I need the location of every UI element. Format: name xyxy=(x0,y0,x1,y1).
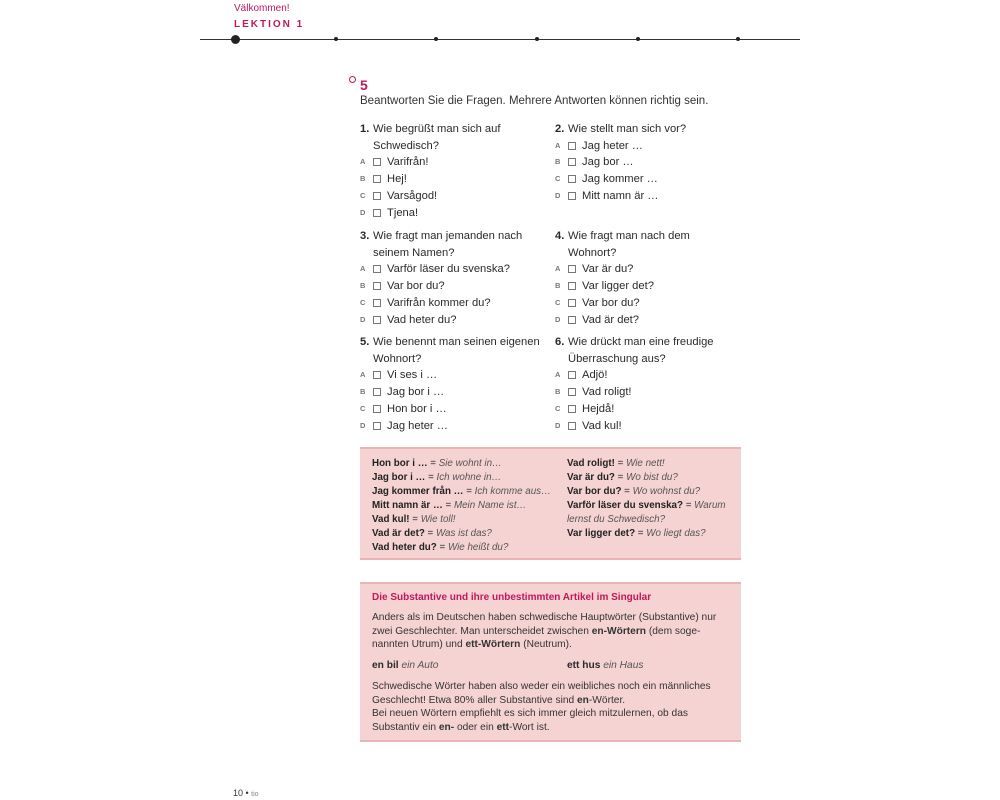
phrase-swedish: Var är du? xyxy=(567,472,615,483)
answer-option[interactable] xyxy=(555,312,740,329)
grammar-example-en: en bil ein Auto xyxy=(372,660,439,671)
option-text: Vad roligt! xyxy=(582,386,632,399)
checkbox-icon[interactable] xyxy=(373,299,381,307)
question-1 xyxy=(360,121,545,221)
phrase-item: Jag bor i … = Ich wohne in… xyxy=(372,472,502,483)
phrase-item: Var är du? = Wo bist du? xyxy=(567,472,678,483)
grammar-paragraph-1: Anders als im Deutschen haben schwedische Hauptwörter (Substantive) nur zwei Geschlechter. Man unterscheidet zwischen en-Wörtern (dem soge-nannten Utrum) und ett-Wörtern (Neutrum). xyxy=(372,612,717,650)
phrase-swedish: Var bor du? xyxy=(567,486,622,497)
phrase-swedish: Vad kul! xyxy=(372,514,410,525)
option-text: Vad kul! xyxy=(582,419,622,432)
answer-option[interactable] xyxy=(360,367,545,384)
option-letter: C xyxy=(360,403,366,413)
question-number: 2. xyxy=(555,123,565,135)
footer-brand: tio xyxy=(251,791,259,798)
option-text: Varför läser du svenska? xyxy=(387,263,510,276)
exercise-number: 5 xyxy=(360,77,368,93)
answer-option[interactable] xyxy=(555,367,740,384)
checkbox-icon[interactable] xyxy=(373,371,381,379)
phrase-swedish: Hon bor i … xyxy=(372,458,428,469)
option-text: Vi ses i … xyxy=(387,369,438,382)
option-letter: C xyxy=(555,297,561,307)
phrase-item: Varför läser du svenska? = Warum lernst du Schwedisch? xyxy=(567,500,726,525)
phrase-item: Vad är det? = Was ist das? xyxy=(372,528,492,539)
answer-option[interactable] xyxy=(360,295,545,312)
question-number: 5. xyxy=(360,336,370,348)
option-text: Varifrån kommer du? xyxy=(387,296,491,309)
answer-option[interactable] xyxy=(360,188,545,205)
option-letter: A xyxy=(360,264,366,274)
checkbox-icon[interactable] xyxy=(568,282,576,290)
phrase-swedish: Jag kommer från … xyxy=(372,486,464,497)
phrase-swedish: Jag bor i … xyxy=(372,472,426,483)
answer-option[interactable] xyxy=(360,312,545,329)
question-header xyxy=(360,121,545,154)
answer-option[interactable] xyxy=(360,384,545,401)
answer-option[interactable] xyxy=(360,418,545,435)
option-letter: A xyxy=(555,140,561,150)
answer-option[interactable] xyxy=(360,401,545,418)
question-number: 1. xyxy=(360,123,370,135)
grammar-title: Die Substantive und ihre unbestimmten Artikel im Singular xyxy=(372,592,652,603)
checkbox-icon[interactable] xyxy=(568,192,576,200)
phrase-german: Mein Name ist… xyxy=(453,500,527,511)
option-letter: C xyxy=(360,297,366,307)
option-letter: D xyxy=(555,420,561,430)
option-text: Vad är det? xyxy=(582,313,640,326)
checkbox-icon[interactable] xyxy=(373,405,381,413)
checkbox-icon[interactable] xyxy=(373,316,381,324)
progress-dot-current xyxy=(231,35,240,44)
progress-dot xyxy=(736,37,740,41)
progress-dot xyxy=(334,37,338,41)
option-text: Jag kommer … xyxy=(582,173,658,186)
option-letter: C xyxy=(555,174,561,184)
option-letter: B xyxy=(360,281,366,291)
exercise-instruction: Beantworten Sie die Fragen. Mehrere Antworten können richtig sein. xyxy=(360,95,709,107)
phrase-column-right xyxy=(567,457,737,541)
question-5 xyxy=(360,334,545,434)
grammar-box xyxy=(360,582,741,742)
phrase-german: Ich komme aus… xyxy=(474,486,551,497)
option-text: Jag bor i … xyxy=(387,386,445,399)
grammar-paragraph-3: Bei neuen Wörtern empfiehlt es sich immer gleich mitzulernen, ob das Substantiv ein en- oder ein ett-Wort ist. xyxy=(372,708,688,733)
checkbox-icon[interactable] xyxy=(373,265,381,273)
checkbox-icon[interactable] xyxy=(568,371,576,379)
header-chapter: Välkommen! xyxy=(234,3,290,14)
phrase-german: Was ist das? xyxy=(435,528,492,539)
question-text: Wie drückt man eine freudige Überraschung aus? xyxy=(568,336,714,365)
question-6 xyxy=(555,334,740,434)
answer-option[interactable] xyxy=(555,418,740,435)
question-header xyxy=(555,334,740,367)
phrase-item: Mitt namn är … = Mein Name ist… xyxy=(372,500,527,511)
progress-dot xyxy=(636,37,640,41)
phrase-swedish: Vad är det? xyxy=(372,528,425,539)
phrase-item: Vad kul! = Wie toll! xyxy=(372,514,456,525)
option-text: Mitt namn är … xyxy=(582,189,659,202)
answer-option[interactable] xyxy=(555,138,740,155)
phrase-swedish: Varför läser du svenska? xyxy=(567,500,683,511)
answer-option[interactable] xyxy=(360,171,545,188)
progress-line xyxy=(200,39,800,40)
question-text: Wie begrüßt man sich auf Schwedisch? xyxy=(373,123,501,152)
checkbox-icon[interactable] xyxy=(568,388,576,396)
option-text: Var ligger det? xyxy=(582,280,654,293)
option-letter: B xyxy=(360,174,366,184)
question-header xyxy=(360,334,545,367)
question-number: 6. xyxy=(555,336,565,348)
option-letter: A xyxy=(360,157,366,167)
question-number: 4. xyxy=(555,230,565,242)
phrase-swedish: Vad heter du? xyxy=(372,542,437,553)
phrase-swedish: Var ligger det? xyxy=(567,528,636,539)
option-text: Varifrån! xyxy=(387,156,429,169)
option-letter: A xyxy=(555,370,561,380)
phrase-swedish: Mitt namn är … xyxy=(372,500,443,511)
answer-option[interactable] xyxy=(555,401,740,418)
phrase-item: Vad heter du? = Wie heißt du? xyxy=(372,542,509,553)
phrase-german: Warum lernst du Schwedisch? xyxy=(567,500,726,525)
phrase-german: Wie nett! xyxy=(626,458,665,469)
question-text: Wie stellt man sich vor? xyxy=(568,123,687,135)
phrase-german: Ich wohne in… xyxy=(436,472,502,483)
checkbox-icon[interactable] xyxy=(568,142,576,150)
checkbox-icon[interactable] xyxy=(568,299,576,307)
checkbox-icon[interactable] xyxy=(568,405,576,413)
option-text: Jag bor … xyxy=(582,156,634,169)
question-3 xyxy=(360,228,545,328)
grammar-example-ett: ett hus ein Haus xyxy=(567,660,644,671)
question-number: 3. xyxy=(360,230,370,242)
checkbox-icon[interactable] xyxy=(568,265,576,273)
phrase-german: Wo wohnst du? xyxy=(632,486,701,497)
page-number: 10 xyxy=(233,788,244,798)
question-header xyxy=(555,228,740,261)
grammar-paragraph-2: Schwedische Wörter haben also weder ein weibliches noch ein männliches Geschlecht! Etwa 80% aller Substantive sind en-Wörter. xyxy=(372,681,711,706)
phrase-german: Wie heißt du? xyxy=(447,542,509,553)
answer-option[interactable] xyxy=(555,295,740,312)
phrase-german: Wo liegt das? xyxy=(646,528,706,539)
checkbox-icon[interactable] xyxy=(373,422,381,430)
option-text: Var bor du? xyxy=(582,296,640,309)
answer-option[interactable] xyxy=(360,205,545,222)
answer-option[interactable] xyxy=(555,384,740,401)
answer-option[interactable] xyxy=(360,154,545,171)
checkbox-icon[interactable] xyxy=(568,422,576,430)
answer-option[interactable] xyxy=(555,154,740,171)
question-header xyxy=(555,121,740,138)
checkbox-icon[interactable] xyxy=(373,175,381,183)
checkbox-icon[interactable] xyxy=(373,388,381,396)
phrase-german: Sie wohnt in… xyxy=(438,458,502,469)
option-text: Adjö! xyxy=(582,369,608,382)
question-text: Wie fragt man jemanden nach seinem Namen? xyxy=(373,230,523,259)
answer-option[interactable] xyxy=(555,278,740,295)
phrase-item: Jag kommer från … = Ich komme aus… xyxy=(372,486,551,497)
option-text: Hej! xyxy=(387,173,407,186)
option-letter: B xyxy=(555,281,561,291)
option-letter: C xyxy=(360,190,366,200)
phrase-box xyxy=(360,447,741,560)
answer-option[interactable] xyxy=(555,188,740,205)
option-letter: B xyxy=(555,157,561,167)
progress-dot xyxy=(434,37,438,41)
question-text: Wie fragt man nach dem Wohnort? xyxy=(568,230,690,259)
checkbox-icon[interactable] xyxy=(568,175,576,183)
checkbox-icon[interactable] xyxy=(568,158,576,166)
option-text: Jag heter … xyxy=(582,139,643,152)
option-text: Var bor du? xyxy=(387,280,445,293)
page-footer: 10 • tio xyxy=(233,788,259,798)
option-letter: D xyxy=(360,314,366,324)
option-text: Hejdå! xyxy=(582,402,615,415)
checkbox-icon[interactable] xyxy=(568,316,576,324)
option-letter: A xyxy=(360,370,366,380)
option-letter: B xyxy=(555,387,561,397)
phrase-column-left xyxy=(372,457,551,555)
option-letter: D xyxy=(555,190,561,200)
answer-option[interactable] xyxy=(360,278,545,295)
option-text: Vad heter du? xyxy=(387,313,457,326)
option-letter: D xyxy=(555,314,561,324)
phrase-german: Wo bist du? xyxy=(626,472,678,483)
progress-dot xyxy=(535,37,539,41)
phrase-swedish: Vad roligt! xyxy=(567,458,615,469)
checkbox-icon[interactable] xyxy=(373,192,381,200)
option-letter: D xyxy=(360,207,366,217)
question-4 xyxy=(555,228,740,328)
header-lesson: LEKTION 1 xyxy=(234,19,305,30)
phrase-item: Var ligger det? = Wo liegt das? xyxy=(567,528,706,539)
checkbox-icon[interactable] xyxy=(373,282,381,290)
option-text: Tjena! xyxy=(387,206,419,219)
answer-option[interactable] xyxy=(360,261,545,278)
option-letter: D xyxy=(360,420,366,430)
option-text: Hon bor i … xyxy=(387,402,447,415)
option-text: Var är du? xyxy=(582,263,634,276)
question-text: Wie benennt man seinen eigenen Wohnort? xyxy=(373,336,540,365)
answer-option[interactable] xyxy=(555,171,740,188)
phrase-german: Wie toll! xyxy=(420,514,456,525)
option-text: Varsågod! xyxy=(387,189,438,202)
phrase-item: Hon bor i … = Sie wohnt in… xyxy=(372,458,502,469)
option-text: Jag heter … xyxy=(387,419,448,432)
checkbox-icon[interactable] xyxy=(373,158,381,166)
option-letter: B xyxy=(360,387,366,397)
option-letter: C xyxy=(555,403,561,413)
exercise-marker-icon xyxy=(349,76,356,83)
question-2 xyxy=(555,121,740,205)
question-header xyxy=(360,228,545,261)
answer-option[interactable] xyxy=(555,261,740,278)
phrase-item: Var bor du? = Wo wohnst du? xyxy=(567,486,701,497)
checkbox-icon[interactable] xyxy=(373,209,381,217)
option-letter: A xyxy=(555,264,561,274)
phrase-item: Vad roligt! = Wie nett! xyxy=(567,458,665,469)
